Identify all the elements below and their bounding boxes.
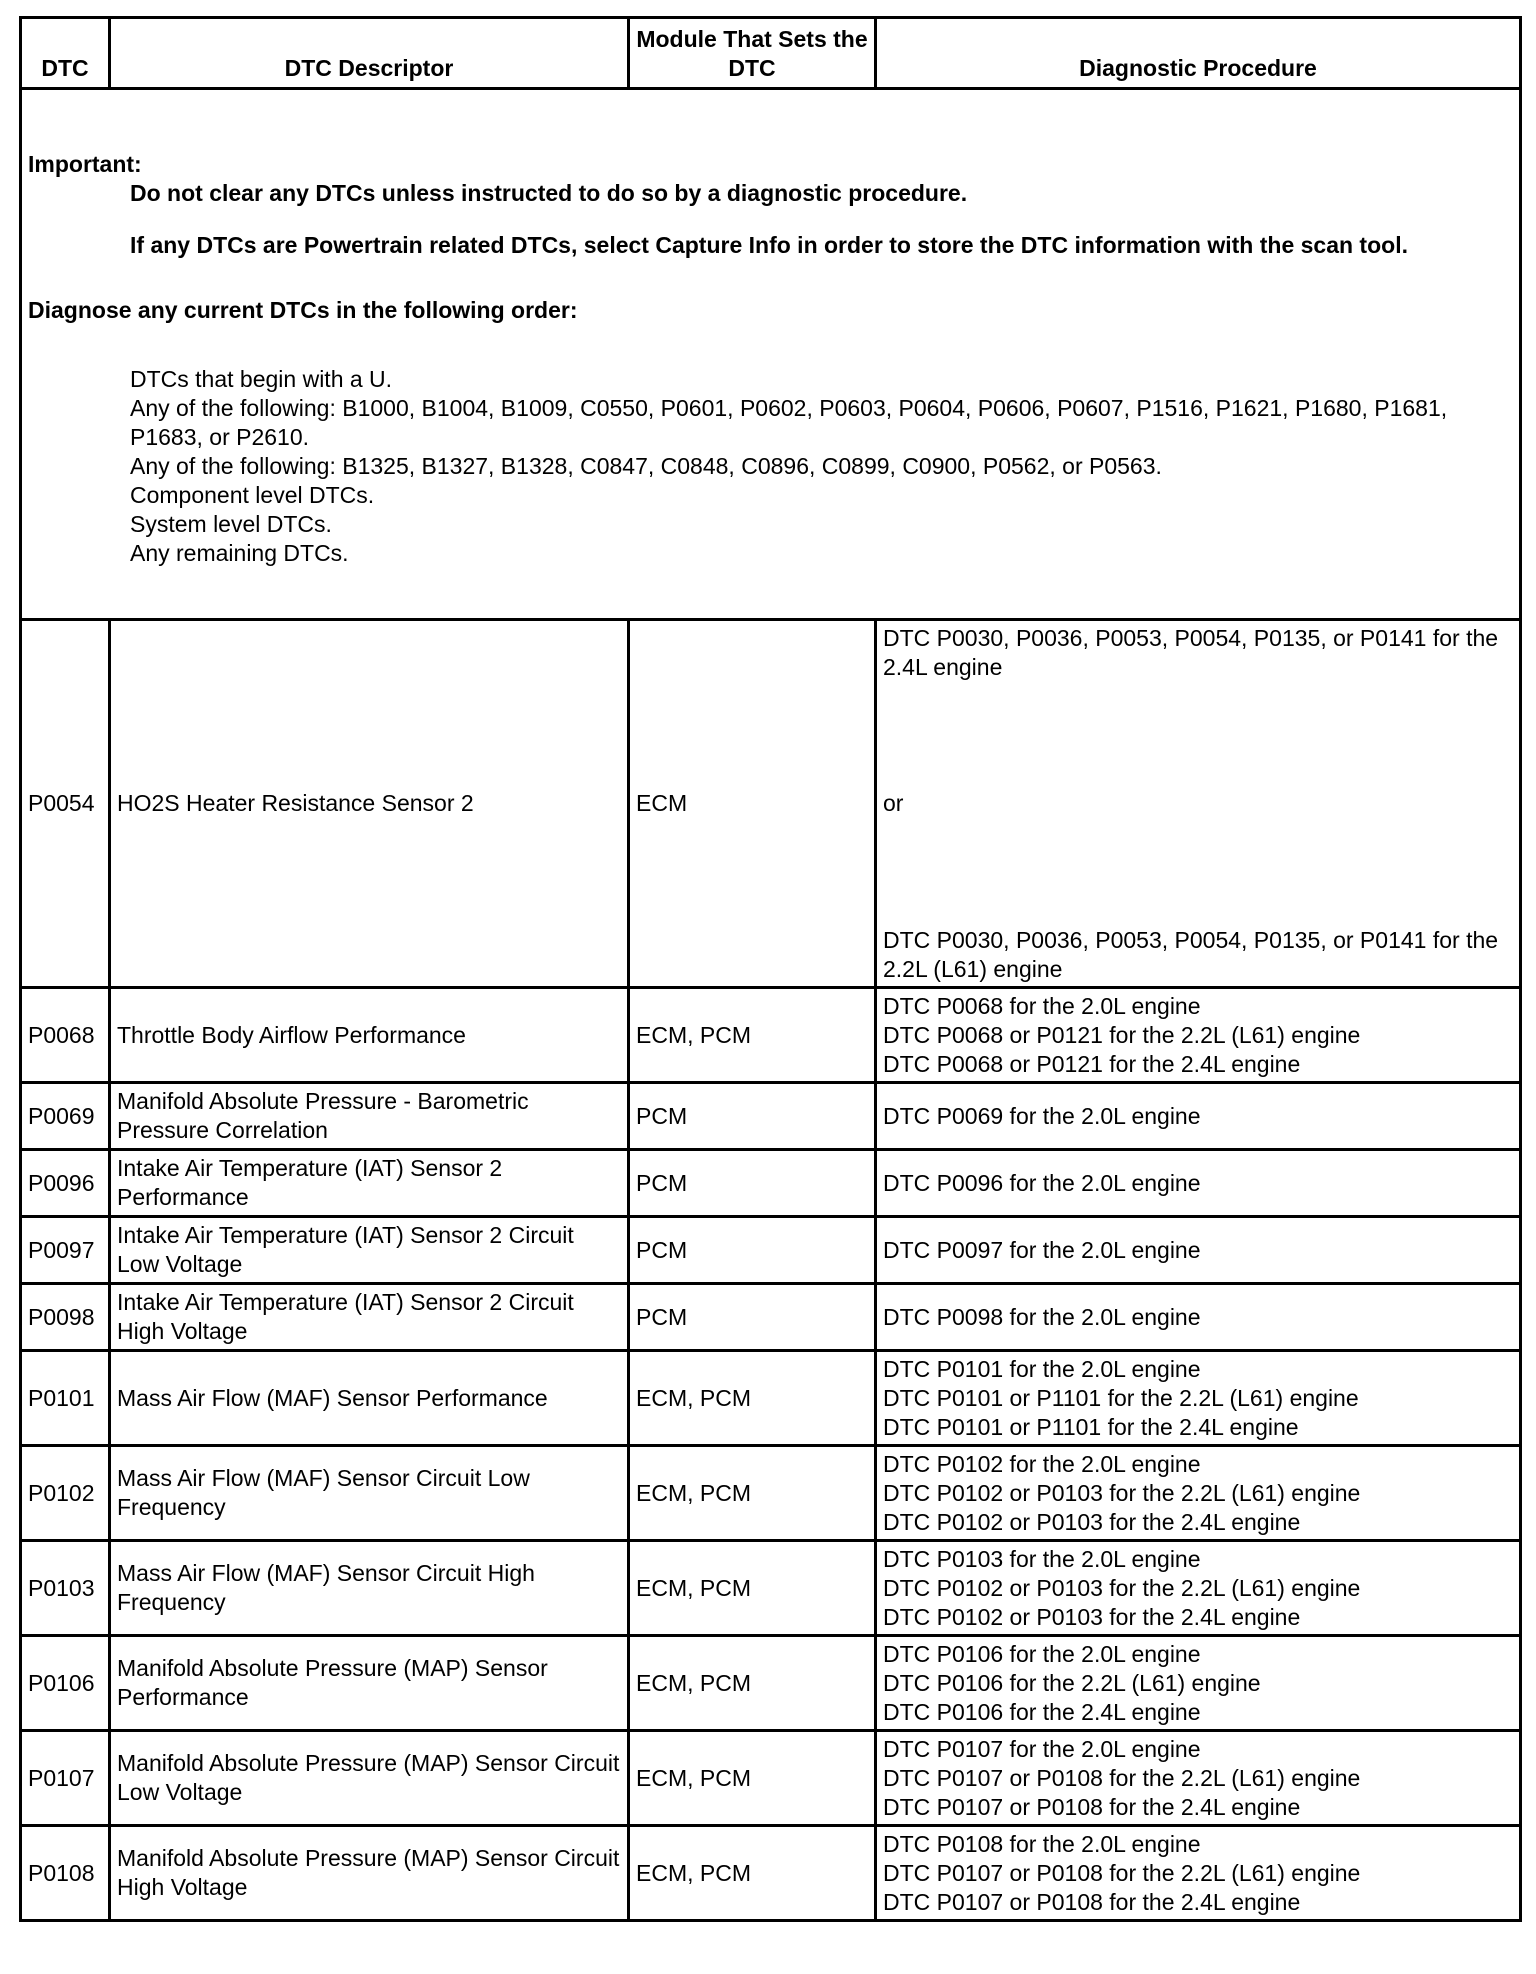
header-row <box>21 18 1521 89</box>
dtc-code: P0054 <box>21 620 110 988</box>
dtc-module: ECM, PCM <box>629 1446 876 1541</box>
dtc-descriptor: HO2S Heater Resistance Sensor 2 <box>110 620 629 988</box>
dtc-descriptor: Manifold Absolute Pressure (MAP) Sensor Circuit Low Voltage <box>110 1731 629 1826</box>
order-item: Any of the following: B1325, B1327, B1328, C0847, C0848, C0896, C0899, C0900, P0562, or P0563. <box>130 453 1162 479</box>
dtc-module: PCM <box>629 1083 876 1150</box>
dtc-code: P0106 <box>21 1636 110 1731</box>
table-row <box>21 1826 1521 1921</box>
procedure-link[interactable]: DTC P0068 or P0121 for the 2.4L engine <box>883 1050 1301 1077</box>
procedure-link[interactable]: DTC P0030, P0036, P0053, P0054, P0135, or P0141 for the 2.4L engine <box>883 624 1499 680</box>
order-item: DTCs that begin with a U. <box>130 366 393 392</box>
dtc-descriptor: Intake Air Temperature (IAT) Sensor 2 Circuit Low Voltage <box>110 1217 629 1284</box>
dtc-module: ECM, PCM <box>629 1731 876 1826</box>
procedure-link[interactable]: DTC P0103 for the 2.0L engine <box>883 1545 1201 1572</box>
diagnostic-procedure <box>876 1217 1521 1284</box>
order-label: Diagnose any current DTCs in the following order: <box>28 297 578 323</box>
procedure-link[interactable]: DTC P0030, P0036, P0053, P0054, P0135, or P0141 for the 2.2L (L61) engine <box>883 926 1499 982</box>
procedure-link[interactable]: DTC P0102 or P0103 for the 2.4L engine <box>883 1508 1301 1535</box>
dtc-descriptor: Intake Air Temperature (IAT) Sensor 2 Circuit High Voltage <box>110 1284 629 1351</box>
procedure-link[interactable]: DTC P0102 for the 2.0L engine <box>883 1450 1201 1477</box>
procedure-link[interactable]: DTC P0106 for the 2.4L engine <box>883 1698 1201 1725</box>
procedure-link[interactable]: DTC P0107 or P0108 for the 2.4L engine <box>883 1793 1301 1820</box>
dtc-descriptor: Intake Air Temperature (IAT) Sensor 2 Performance <box>110 1150 629 1217</box>
order-item: System level DTCs. <box>130 511 332 537</box>
procedure-link[interactable]: DTC P0107 or P0108 for the 2.4L engine <box>883 1888 1301 1915</box>
dtc-code: P0108 <box>21 1826 110 1921</box>
procedure-link[interactable]: DTC P0098 for the 2.0L engine <box>883 1303 1201 1330</box>
dtc-descriptor: Manifold Absolute Pressure - Barometric Pressure Correlation <box>110 1083 629 1150</box>
procedure-link[interactable]: DTC P0102 or P0103 for the 2.2L (L61) engine <box>883 1574 1361 1601</box>
important-line-2: If any DTCs are Powertrain related DTCs, select Capture Info in order to store the DTC information with the scan tool. <box>130 232 1408 258</box>
dtc-module: ECM, PCM <box>629 1826 876 1921</box>
order-item: Any remaining DTCs. <box>130 540 349 566</box>
diagnostic-procedure <box>876 1446 1521 1541</box>
table-row <box>21 1636 1521 1731</box>
order-item: Component level DTCs. <box>130 482 375 508</box>
dtc-code: P0103 <box>21 1541 110 1636</box>
table-row <box>21 1284 1521 1351</box>
diagnostic-procedure <box>876 1541 1521 1636</box>
procedure-link[interactable]: DTC P0102 or P0103 for the 2.4L engine <box>883 1603 1301 1630</box>
procedure-or: or <box>883 790 904 816</box>
order-list <box>28 365 1513 568</box>
dtc-descriptor: Mass Air Flow (MAF) Sensor Circuit Low Frequency <box>110 1446 629 1541</box>
procedure-link[interactable]: DTC P0068 for the 2.0L engine <box>883 992 1201 1019</box>
procedure-link[interactable]: DTC P0108 for the 2.0L engine <box>883 1830 1201 1857</box>
dtc-module: ECM <box>629 620 876 988</box>
table-row <box>21 988 1521 1083</box>
dtc-code: P0097 <box>21 1217 110 1284</box>
procedure-link[interactable]: DTC P0096 for the 2.0L engine <box>883 1169 1201 1196</box>
dtc-module: PCM <box>629 1284 876 1351</box>
dtc-descriptor: Manifold Absolute Pressure (MAP) Sensor Circuit High Voltage <box>110 1826 629 1921</box>
dtc-table <box>19 16 1522 1922</box>
important-line-1: Do not clear any DTCs unless instructed to do so by a diagnostic procedure. <box>130 180 968 206</box>
procedure-link[interactable]: DTC P0101 for the 2.0L engine <box>883 1355 1201 1382</box>
dtc-code: P0098 <box>21 1284 110 1351</box>
notes-cell <box>21 89 1521 620</box>
table-row <box>21 1217 1521 1284</box>
dtc-code: P0107 <box>21 1731 110 1826</box>
procedure-link[interactable]: DTC P0107 or P0108 for the 2.2L (L61) engine <box>883 1764 1361 1791</box>
dtc-module: PCM <box>629 1150 876 1217</box>
dtc-module: PCM <box>629 1217 876 1284</box>
diagnostic-procedure <box>876 1636 1521 1731</box>
header-descriptor: DTC Descriptor <box>110 18 629 89</box>
table-row <box>21 620 1521 988</box>
table-row <box>21 1446 1521 1541</box>
procedure-link[interactable]: DTC P0106 for the 2.0L engine <box>883 1640 1201 1667</box>
important-label: Important: <box>28 151 142 177</box>
procedure-link[interactable]: DTC P0101 or P1101 for the 2.4L engine <box>883 1413 1299 1440</box>
procedure-link[interactable]: DTC P0069 for the 2.0L engine <box>883 1102 1201 1129</box>
dtc-descriptor: Mass Air Flow (MAF) Sensor Performance <box>110 1351 629 1446</box>
procedure-link[interactable]: DTC P0107 or P0108 for the 2.2L (L61) engine <box>883 1859 1361 1886</box>
dtc-code: P0068 <box>21 988 110 1083</box>
diagnostic-procedure <box>876 1826 1521 1921</box>
diagnostic-procedure <box>876 1351 1521 1446</box>
table-row <box>21 1731 1521 1826</box>
procedure-link[interactable]: DTC P0102 or P0103 for the 2.2L (L61) engine <box>883 1479 1361 1506</box>
dtc-code: P0102 <box>21 1446 110 1541</box>
dtc-descriptor: Throttle Body Airflow Performance <box>110 988 629 1083</box>
procedure-link[interactable]: DTC P0068 or P0121 for the 2.2L (L61) engine <box>883 1021 1361 1048</box>
table-row <box>21 1351 1521 1446</box>
dtc-module: ECM, PCM <box>629 988 876 1083</box>
diagnostic-procedure <box>876 1731 1521 1826</box>
dtc-module: ECM, PCM <box>629 1636 876 1731</box>
procedure-link[interactable]: DTC P0101 or P1101 for the 2.2L (L61) engine <box>883 1384 1359 1411</box>
header-dtc: DTC <box>21 18 110 89</box>
diagnostic-procedure <box>876 988 1521 1083</box>
dtc-code: P0096 <box>21 1150 110 1217</box>
dtc-module: ECM, PCM <box>629 1351 876 1446</box>
diagnostic-procedure <box>876 1150 1521 1217</box>
header-procedure: Diagnostic Procedure <box>876 18 1521 89</box>
dtc-module: ECM, PCM <box>629 1541 876 1636</box>
dtc-descriptor: Manifold Absolute Pressure (MAP) Sensor Performance <box>110 1636 629 1731</box>
diagnostic-procedure <box>876 620 1521 988</box>
table-row <box>21 1150 1521 1217</box>
order-item: Any of the following: B1000, B1004, B1009, C0550, P0601, P0602, P0603, P0604, P0606, P0607, P1516, P1621, P1680, P1681, P1683, or P2610. <box>130 395 1448 450</box>
table-row <box>21 1083 1521 1150</box>
table-row <box>21 1541 1521 1636</box>
procedure-link[interactable]: DTC P0097 for the 2.0L engine <box>883 1236 1201 1263</box>
procedure-link[interactable]: DTC P0106 for the 2.2L (L61) engine <box>883 1669 1261 1696</box>
dtc-code: P0069 <box>21 1083 110 1150</box>
dtc-descriptor: Mass Air Flow (MAF) Sensor Circuit High Frequency <box>110 1541 629 1636</box>
diagnostic-procedure <box>876 1284 1521 1351</box>
notes-row <box>21 89 1521 620</box>
dtc-code: P0101 <box>21 1351 110 1446</box>
diagnostic-procedure <box>876 1083 1521 1150</box>
procedure-link[interactable]: DTC P0107 for the 2.0L engine <box>883 1735 1201 1762</box>
header-module: Module That Sets the DTC <box>629 18 876 89</box>
